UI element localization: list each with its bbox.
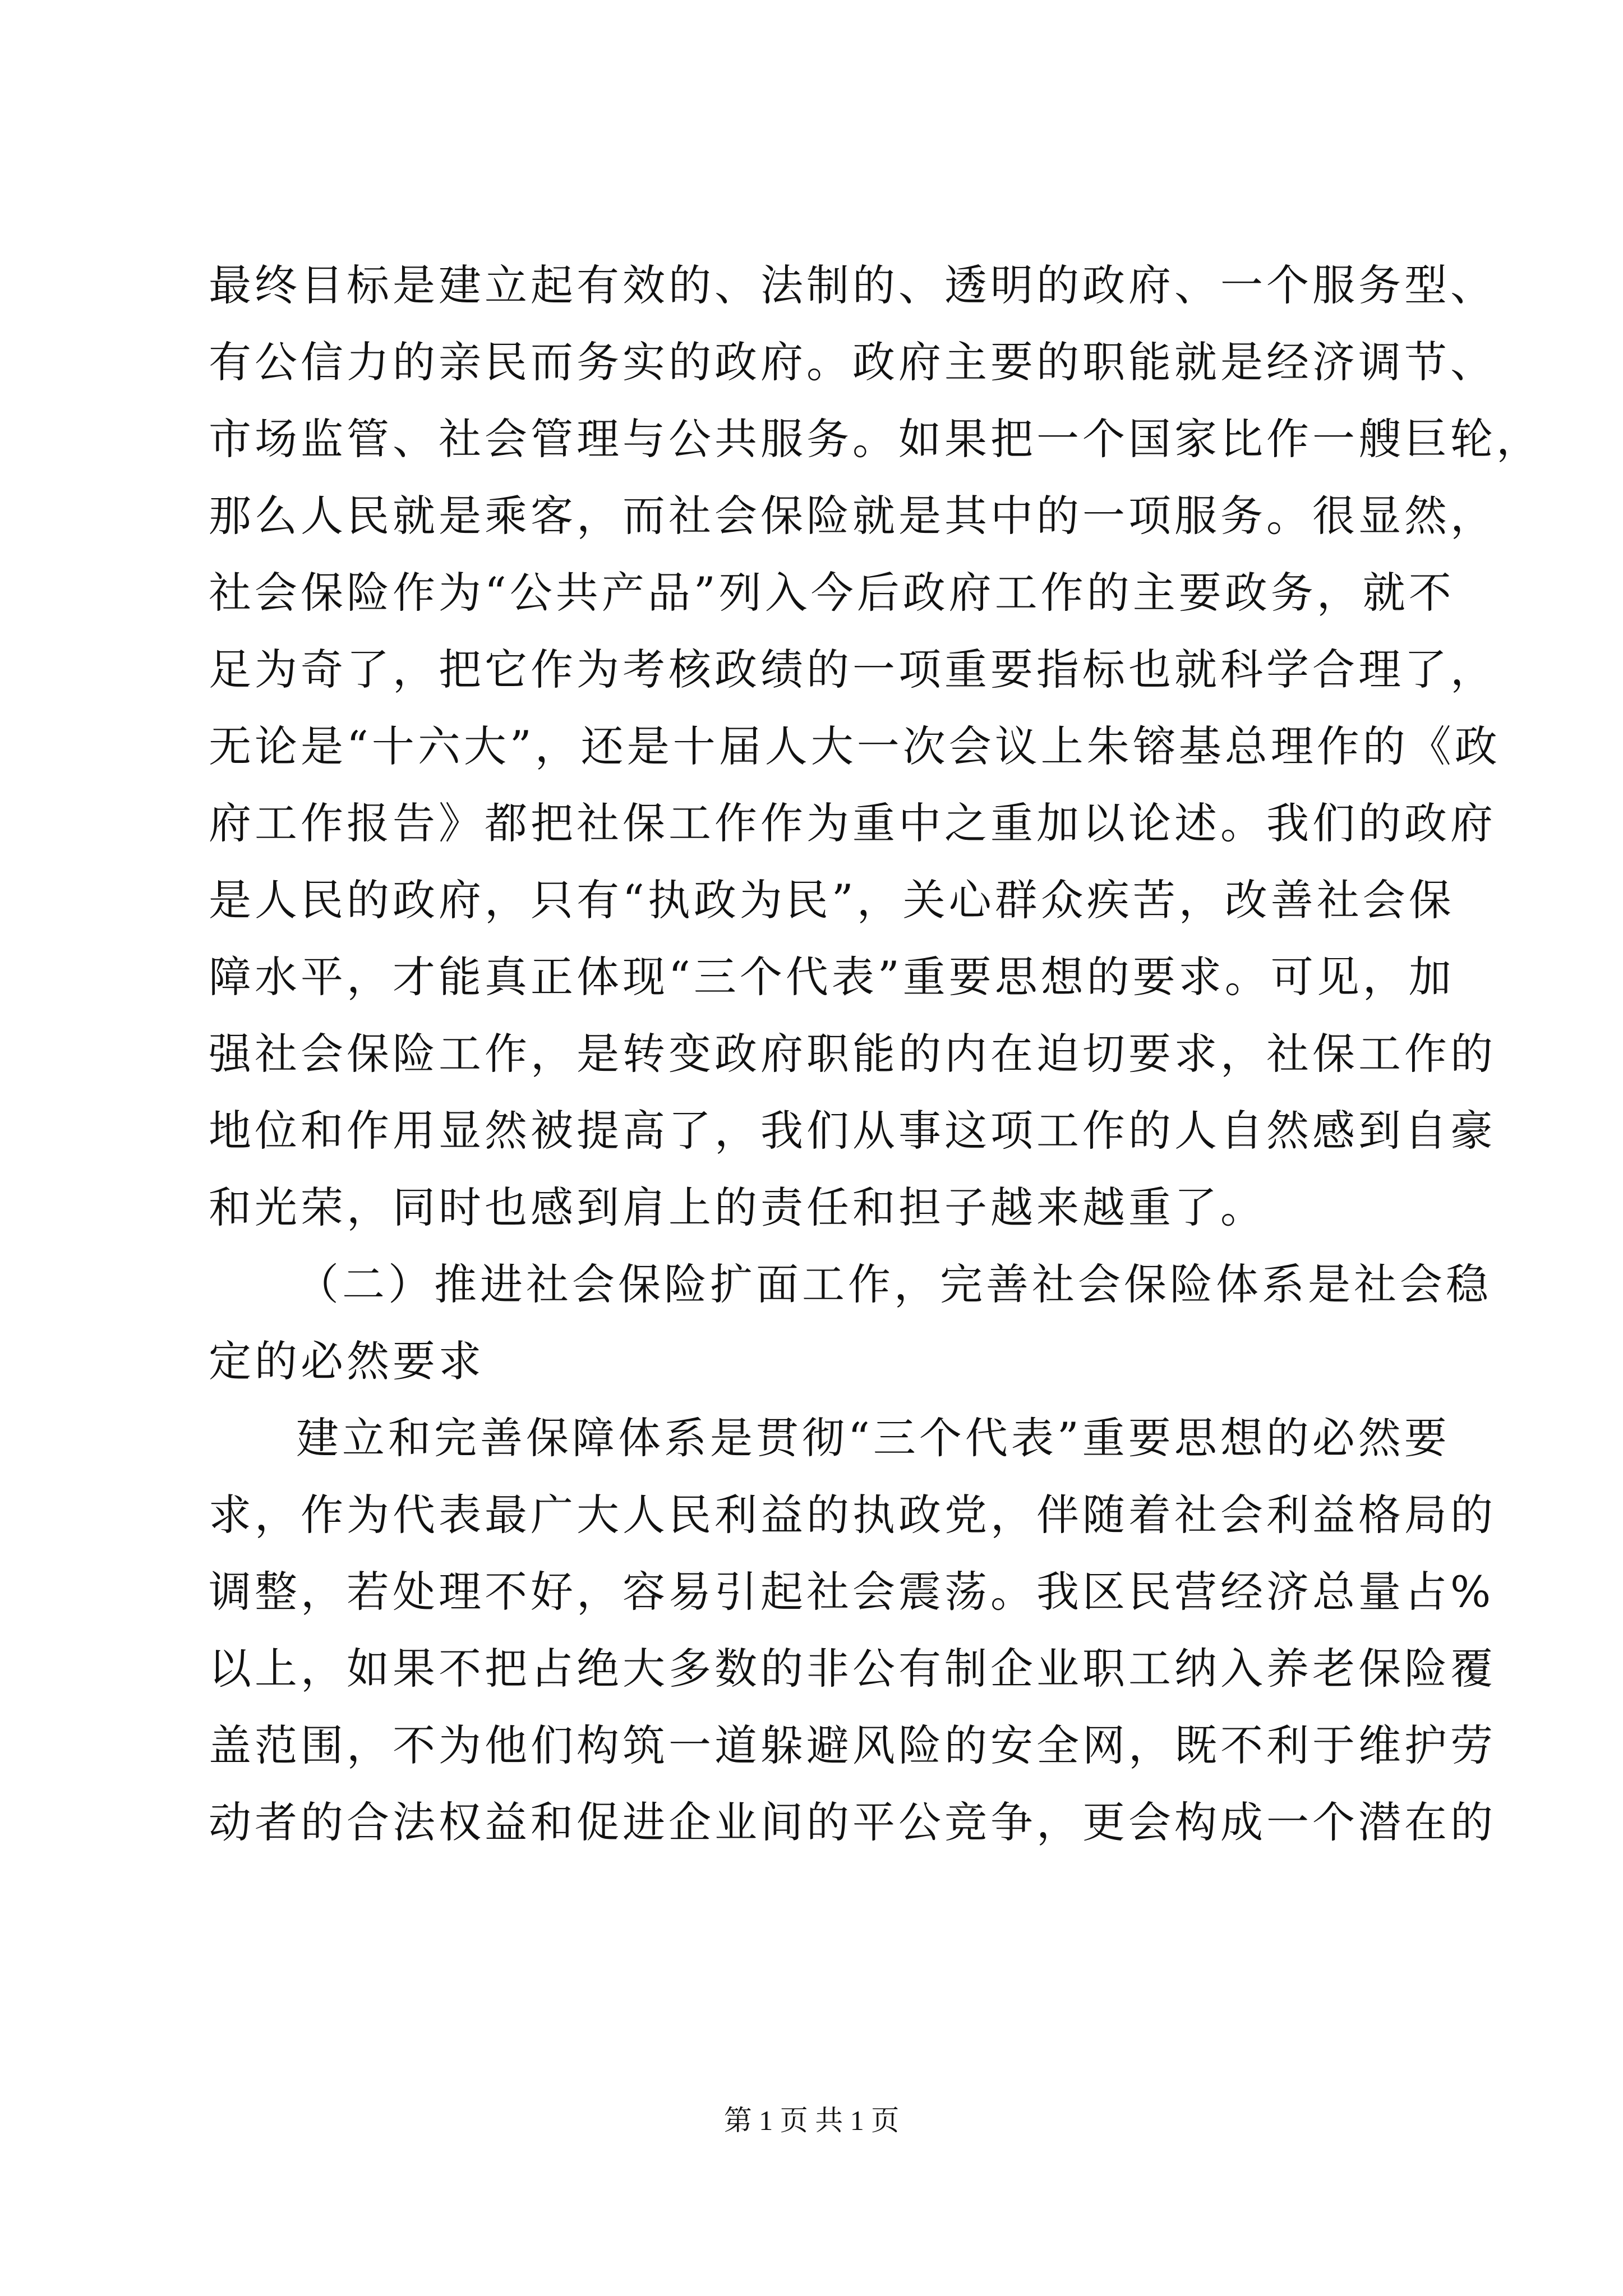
text-line: 府工作报告》都把社保工作作为重中之重加以论述。我们的政府 [209, 798, 1496, 848]
text-line: 盖范围，不为他们构筑一道躲避风险的安全网，既不利于维护劳 [209, 1720, 1496, 1770]
text-line: 最终目标是建立起有效的、法制的、透明的政府、一个服务型、 [209, 260, 1496, 310]
text-line: 和光荣，同时也感到肩上的责任和担子越来越重了。 [209, 1182, 1266, 1232]
text-line: 那么人民就是乘客，而社会保险就是其中的一项服务。很显然， [209, 491, 1496, 541]
section-heading-line: 定的必然要求 [209, 1336, 485, 1386]
text-line: 足为奇了，把它作为考核政绩的一项重要指标也就科学合理了， [209, 645, 1496, 694]
body-text [209, 247, 1542, 1861]
text-line: 地位和作用显然被提高了，我们从事这项工作的人自然感到自豪 [209, 1106, 1496, 1156]
text-line: 动者的合法权益和促进企业间的平公竞争，更会构成一个潜在的 [209, 1797, 1496, 1847]
text-line: 强社会保险工作，是转变政府职能的内在迫切要求，社保工作的 [209, 1029, 1496, 1079]
text-line: 以上，如果不把占绝大多数的非公有制企业职工纳入养老保险覆 [209, 1644, 1496, 1694]
text-line: 社会保险作为“公共产品”列入今后政府工作的主要政务，就不 [209, 568, 1455, 618]
text-line: 障水平，才能真正体现“三个代表”重要思想的要求。可见，加 [209, 952, 1455, 1002]
text-line: 无论是“十六大”，还是十届人大一次会议上朱镕基总理作的《政 [209, 721, 1501, 771]
text-line: 市场监管、社会管理与公共服务。如果把一个国家比作一艘巨轮， [209, 414, 1542, 464]
page-number-footer: 第 1 页 共 1 页 [723, 2105, 900, 2136]
section-heading-line: （二）推进社会保险扩面工作，完善社会保险体系是社会稳 [296, 1259, 1492, 1309]
text-line: 求，作为代表最广大人民利益的执政党，伴随着社会利益格局的 [209, 1490, 1496, 1540]
text-line: 调整，若处理不好，容易引起社会震荡。我区民营经济总量占% [209, 1567, 1495, 1617]
text-line: 有公信力的亲民而务实的政府。政府主要的职能就是经济调节、 [209, 337, 1496, 387]
text-line: 是人民的政府，只有“执政为民”，关心群众疾苦，改善社会保 [209, 875, 1455, 925]
text-line: 建立和完善保障体系是贯彻“三个代表”重要思想的必然要 [296, 1413, 1450, 1463]
